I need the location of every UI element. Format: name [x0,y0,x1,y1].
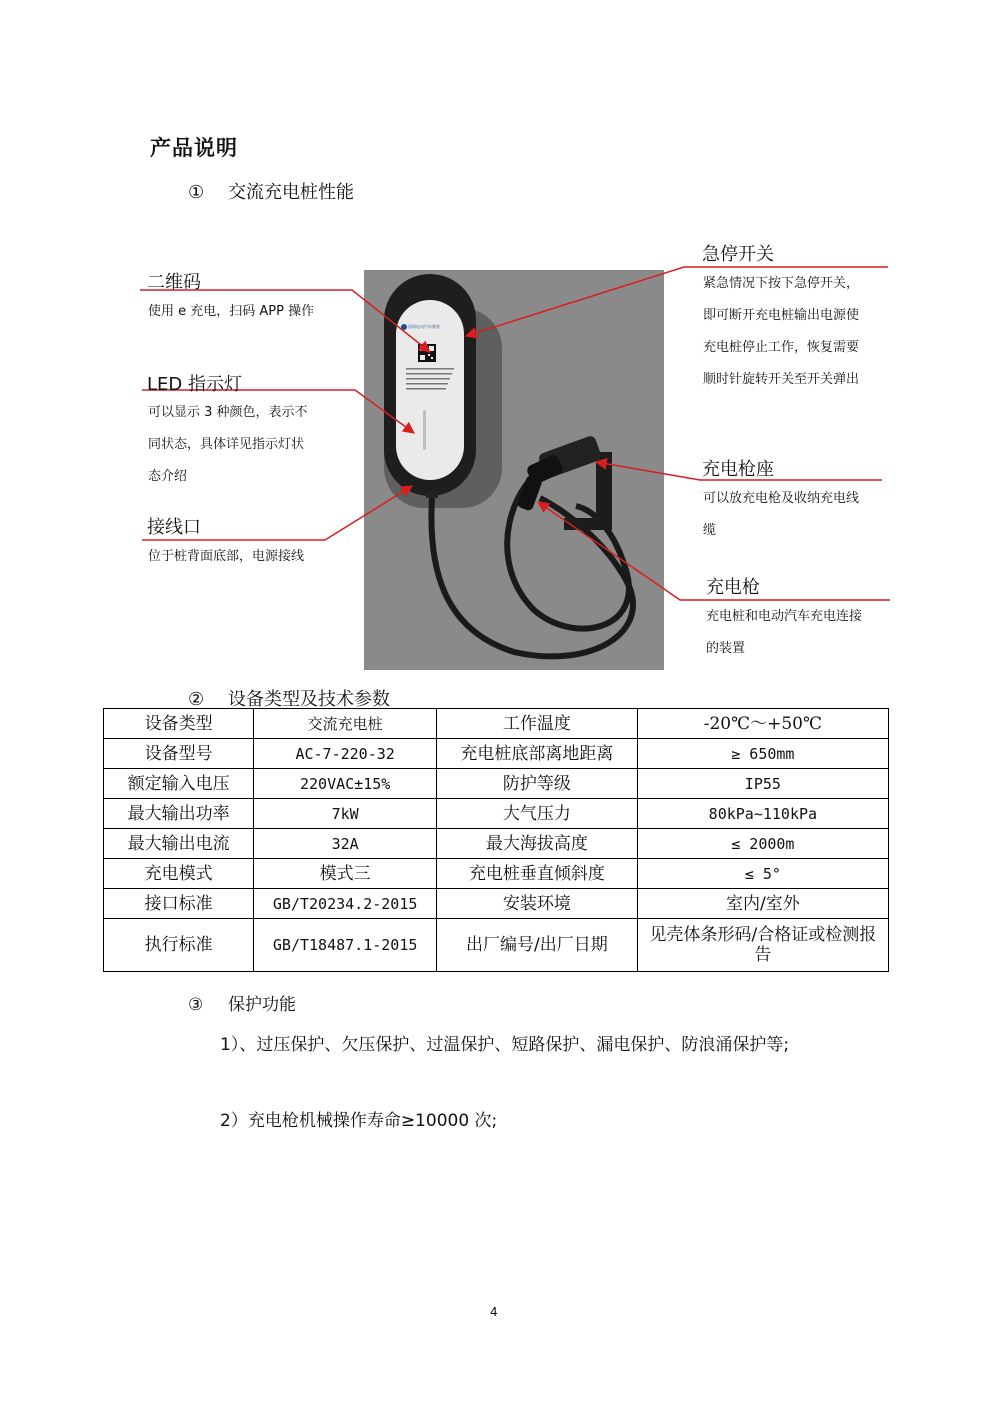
table-row [104,829,889,859]
table-cell: 最大输出电流 [104,829,254,859]
section-label-2: 设备类型及技术参数 [228,689,390,710]
table-cell: 设备类型 [104,709,254,739]
page-number: 4 [490,1305,498,1319]
protection-paragraph-1: 1）、过压保护、欠压保护、过温保护、短路保护、漏电保护、防浪涌保护等; [220,1035,790,1055]
page-title: 产品说明 [150,136,238,160]
callout-title-led: LED 指示灯 [147,374,242,395]
table-cell: 出厂编号/出厂日期 [436,919,637,972]
table-cell: 室内/室外 [637,889,888,919]
table-cell: -20℃～+50℃ [637,709,888,739]
table-row [104,859,889,889]
callout-desc-led [148,397,308,493]
table-row [104,799,889,829]
desc-line: 可以放充电枪及收纳充电线 [703,491,860,506]
callout-desc-gun [706,601,862,665]
table-cell: GB/T18487.1-2015 [254,919,437,972]
table-cell: 最大输出功率 [104,799,254,829]
table-cell: 安装环境 [436,889,637,919]
section-label-1: 交流充电桩性能 [228,182,354,203]
desc-line: 的装置 [706,641,746,656]
callout-desc-qr: 使用 e 充电，扫码 APP 操作 [148,304,315,319]
section-number-1: ① [188,182,205,203]
table-cell: IP55 [637,769,888,799]
table-row [104,709,889,739]
section-number-2: ② [188,689,205,710]
table-cell: 防护等级 [436,769,637,799]
table-cell: 接口标准 [104,889,254,919]
desc-line: 即可断开充电桩输出电源使 [703,308,860,323]
table-row [104,889,889,919]
table-cell: 额定输入电压 [104,769,254,799]
section-heading-3 [188,990,296,1015]
callout-desc-holster [703,483,859,547]
table-cell: 见壳体条形码/合格证或检测报告 [637,919,888,972]
table-cell: GB/T20234.2-2015 [254,889,437,919]
callout-title-qr: 二维码 [147,272,201,293]
table-cell: 7kW [254,799,437,829]
table-row [104,769,889,799]
desc-line: 同状态，具体详见指示灯状 [148,437,305,452]
desc-line: 可以显示 3 种颜色，表示不 [148,405,308,420]
table-cell: ≥ 650mm [637,739,888,769]
desc-line: 充电桩停止工作，恢复需要 [703,340,860,355]
table-cell: AC-7-220-32 [254,739,437,769]
callout-title-wiring: 接线口 [147,517,201,538]
table-cell: 32A [254,829,437,859]
table-cell: 模式三 [254,859,437,889]
callout-desc-wiring: 位于桩背面底部，电源接线 [148,549,305,564]
callout-title-estop: 急停开关 [702,244,774,265]
protection-paragraph-2: 2）充电枪机械操作寿命≥10000 次; [220,1111,498,1131]
table-cell: 设备型号 [104,739,254,769]
table-cell: ≤ 2000m [637,829,888,859]
table-row [104,739,889,769]
callout-desc-estop [703,268,859,396]
table-cell: 充电桩垂直倾斜度 [436,859,637,889]
brand-line: 国网电动汽车服务 [408,324,440,329]
section-label-3: 保护功能 [228,995,296,1015]
table-cell: 交流充电桩 [254,709,437,739]
table-cell: 220VAC±15% [254,769,437,799]
table-row [104,919,889,972]
table-cell: 执行标准 [104,919,254,972]
desc-line: 态介绍 [148,469,188,484]
section-number-3: ③ [188,995,204,1015]
table-cell: 80kPa~110kPa [637,799,888,829]
table-cell: 充电桩底部离地距离 [436,739,637,769]
desc-line: 紧急情况下按下急停开关， [703,276,860,291]
table-cell: 大气压力 [436,799,637,829]
table-cell: ≤ 5° [637,859,888,889]
desc-line: 顺时针旋转开关至开关弹出 [703,372,860,387]
desc-line: 缆 [703,523,717,538]
table-cell: 充电模式 [104,859,254,889]
table-cell: 工作温度 [436,709,637,739]
table-cell: 最大海拔高度 [436,829,637,859]
spec-table [103,708,889,972]
desc-line: 充电桩和电动汽车充电连接 [706,609,863,624]
callout-title-holster: 充电枪座 [702,459,774,480]
callout-title-gun: 充电枪 [706,577,760,598]
